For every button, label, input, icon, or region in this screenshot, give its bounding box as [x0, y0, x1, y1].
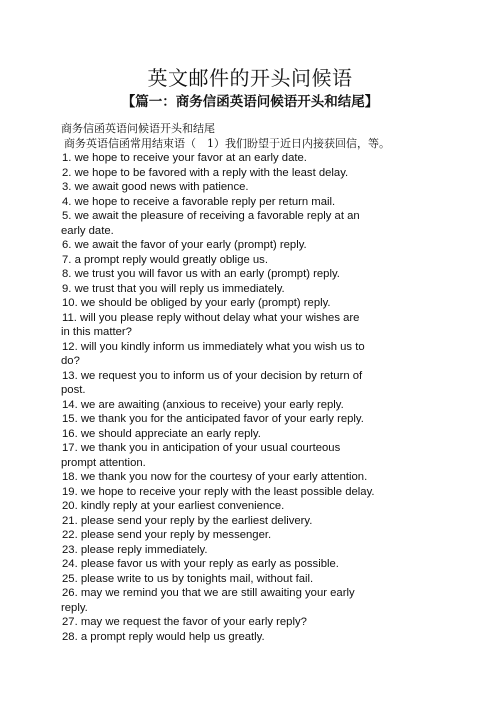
list-item-text: will you kindly inform us immediately what you wish us to [80, 340, 365, 353]
list-item-number: 11. [62, 311, 77, 324]
list-item [61, 296, 493, 311]
list-item-text: please send your reply by messenger. [80, 529, 272, 541]
list-item-line [61, 282, 493, 297]
document-body [61, 122, 493, 644]
list-item-number: 14. [62, 398, 78, 411]
list-item-line [61, 572, 493, 587]
list-item-text: we hope to receive your reply with the least possible delay. [80, 485, 375, 498]
list-item-number: 21. [62, 514, 78, 527]
list-item [61, 572, 493, 587]
section-heading: 商务信函英语问候语开头和结尾 [61, 122, 215, 135]
list-item-continuation: early date. [61, 224, 114, 237]
list-item-number: 13. [62, 369, 78, 382]
list-item-line [61, 485, 493, 500]
list-item-number: 28. [62, 630, 78, 643]
list-item-number: 18. [62, 471, 78, 483]
list-item-text: we trust you will favor us with an early (prompt) reply. [74, 268, 340, 280]
list-item-number: 15. [62, 413, 78, 425]
list-item-number: 17. [62, 442, 78, 454]
list-item-line [61, 528, 493, 543]
list-item [61, 398, 493, 413]
list-item-text: kindly reply at your earliest convenience. [80, 500, 285, 512]
list-item-line [61, 369, 493, 384]
list-item-text: please write to us by tonights mail, without fail. [80, 572, 314, 585]
list-item-number: 9. [62, 282, 72, 295]
list-item-number: 3. [62, 181, 72, 193]
list-item-number: 1. [62, 152, 72, 164]
page-title: 英文邮件的开头问候语 [147, 66, 353, 90]
list-item [61, 369, 493, 398]
list-item-text: please reply immediately. [80, 543, 208, 556]
list-item-number: 24. [62, 558, 78, 570]
list-item [61, 427, 493, 442]
list-item-number: 16. [62, 427, 78, 440]
list-item-line [61, 470, 493, 485]
list-item-text: a prompt reply would help us greatly. [80, 630, 265, 643]
phrase-list [61, 151, 493, 644]
list-item [61, 238, 493, 253]
list-item-number: 23. [62, 543, 78, 556]
list-item [61, 340, 493, 369]
list-item [61, 514, 493, 529]
list-item-continuation: prompt attention. [61, 456, 146, 469]
list-item-line [61, 412, 493, 427]
list-item-text: please send your reply by the earliest delivery. [80, 514, 313, 527]
list-item-text: may we remind you that we are still awaiting your early [80, 587, 355, 599]
list-item [61, 528, 493, 543]
list-item-line [61, 499, 493, 514]
intro-line: 商务英语信函常用结束语（ 1）我们盼望于近日内接获回信，等。 [64, 136, 390, 150]
list-item-line [61, 195, 493, 210]
list-item-line [61, 630, 493, 645]
list-item-number: 8. [62, 268, 72, 280]
list-item-text: a prompt reply would greatly oblige us. [74, 253, 268, 266]
list-item-number: 6. [62, 239, 72, 251]
list-item-line [61, 340, 493, 355]
list-item-line [61, 427, 493, 442]
list-item [61, 166, 493, 181]
list-item [61, 282, 493, 297]
list-item-text: will you please reply without delay what your wishes are [80, 311, 360, 324]
list-item [61, 209, 493, 238]
page-subtitle: 【篇一：商务信函英语问候语开头和结尾】 [121, 94, 379, 110]
list-item-line [61, 398, 493, 413]
list-item-line [61, 586, 493, 601]
list-item [61, 311, 493, 340]
list-item-line [61, 180, 493, 195]
list-item-text: we are awaiting (anxious to receive) your early reply. [80, 398, 344, 411]
list-item-text: we request you to inform us of your decision by return of [80, 369, 363, 382]
list-item-text: we thank you now for the courtesy of your early attention. [80, 471, 368, 483]
list-item [61, 615, 493, 630]
list-item [61, 630, 493, 645]
list-item-text: we should be obliged by your early (prompt) reply. [80, 297, 331, 309]
list-item-text: we thank you in anticipation of your usual courteous [80, 442, 341, 454]
list-item-line [61, 166, 493, 181]
list-item-text: we hope to be favored with a reply with the least delay. [74, 166, 349, 179]
list-item-text: we trust that you will reply us immediately. [74, 282, 285, 295]
list-item-line [61, 296, 493, 311]
list-item-line [61, 543, 493, 558]
list-item-number: 5. [62, 210, 72, 222]
list-item-line [61, 209, 493, 224]
list-item-number: 12. [62, 340, 78, 353]
list-item-number: 10. [62, 297, 78, 309]
list-item-text: we await the pleasure of receiving a favorable reply at an [74, 210, 360, 222]
list-item [61, 470, 493, 485]
list-item-line [61, 267, 493, 282]
list-item-text: we await good news with patience. [74, 181, 249, 193]
list-item-continuation: reply. [61, 601, 88, 614]
list-item-text: may we request the favor of your early reply? [80, 616, 307, 628]
list-item-text: we thank you for the anticipated favor of your early reply. [80, 413, 364, 425]
list-item-text: we should appreciate an early reply. [80, 427, 261, 440]
list-item [61, 557, 493, 572]
list-item-number: 22. [62, 529, 78, 541]
list-item-line [61, 615, 493, 630]
list-item [61, 267, 493, 282]
list-item-line [61, 151, 493, 166]
list-item-text: we await the favor of your early (prompt) reply. [74, 239, 307, 251]
list-item-line [61, 557, 493, 572]
list-item [61, 253, 493, 268]
list-item-number: 19. [62, 485, 78, 498]
list-item-line [61, 311, 493, 326]
list-item-continuation: post. [61, 384, 86, 396]
list-item [61, 412, 493, 427]
list-item-number: 20. [62, 500, 78, 512]
list-item-number: 7. [62, 253, 72, 266]
list-item [61, 441, 493, 470]
list-item-line [61, 253, 493, 268]
list-item-number: 25. [62, 572, 78, 585]
list-item [61, 180, 493, 195]
list-item-line [61, 441, 493, 456]
list-item [61, 499, 493, 514]
list-item-line [61, 238, 493, 253]
list-item [61, 151, 493, 166]
list-item-text: we hope to receive your favor at an early date. [74, 152, 307, 164]
list-item-number: 26. [62, 587, 78, 599]
list-item [61, 195, 493, 210]
list-item-continuation: in this matter? [61, 326, 132, 338]
list-item-continuation: do? [61, 355, 80, 367]
list-item [61, 485, 493, 500]
list-item-number: 4. [62, 195, 72, 208]
list-item-number: 27. [62, 616, 78, 628]
list-item-number: 2. [62, 166, 72, 179]
list-item-text: we hope to receive a favorable reply per return mail. [74, 195, 336, 208]
list-item [61, 586, 493, 615]
list-item-text: please favor us with your reply as early as possible. [80, 558, 339, 570]
list-item [61, 543, 493, 558]
list-item-line [61, 514, 493, 529]
